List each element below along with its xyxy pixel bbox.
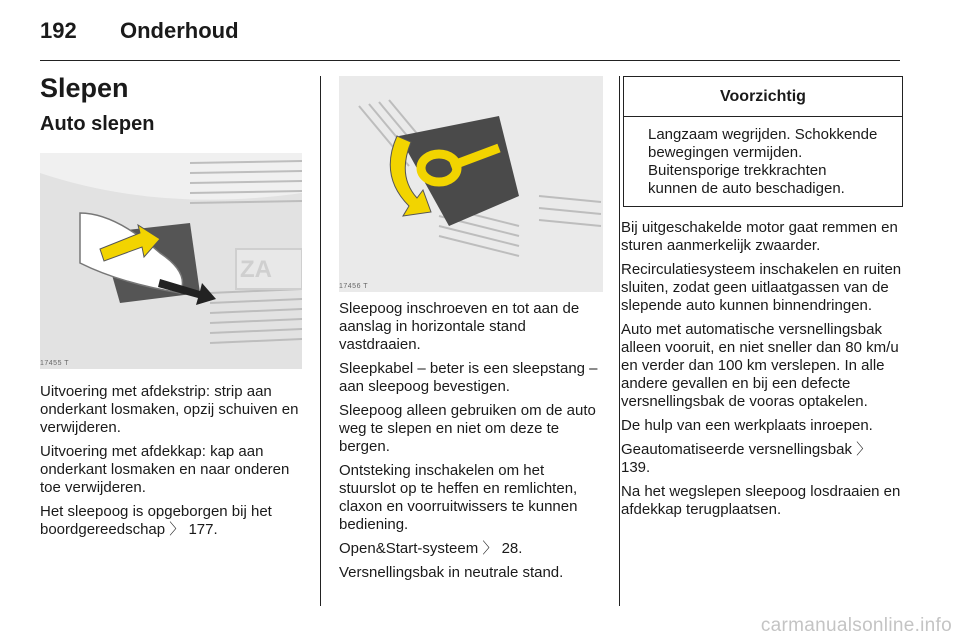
tow-eye-illustration <box>339 76 603 292</box>
cross-reference-arrow-icon: 〉 <box>169 520 185 538</box>
paragraph: Sleepkabel – beter is een sleepstang – aan sleepoog bevestigen. <box>339 360 598 395</box>
column-2 <box>339 72 603 588</box>
caution-title: Voorzichtig <box>624 77 902 117</box>
paragraph-text: Het sleepoog is opgeborgen bij het boordgereedschap <box>40 502 272 538</box>
paragraph-text: Geautomatiseerde versnellingsbak <box>621 441 852 458</box>
svg-text:ZA: ZA <box>240 255 272 283</box>
watermark: carmanualsonline.info <box>760 615 952 636</box>
paragraph: Versnellingsbak in neutrale stand. <box>339 564 564 581</box>
paragraph <box>621 441 903 477</box>
paragraph: Bij uitgeschakelde motor gaat remmen en sturen aanmerkelijk zwaarder. <box>621 219 898 254</box>
chapter-title: Onderhoud <box>120 18 239 43</box>
paragraph: De hulp van een werkplaats inroepen. <box>621 417 873 434</box>
caution-box <box>623 76 903 207</box>
column-divider-2 <box>619 76 620 606</box>
page-reference: 177. <box>188 520 218 538</box>
paragraph <box>339 540 603 558</box>
paragraph: Auto met automatische versnellingsbak alleen vooruit, en niet sneller dan 80 km/u en verder dan 100 km verslepen. In alle andere gevallen en bij een defecte versnellingsbak de vooras optakelen. <box>621 321 899 410</box>
figure-number: 17456 T <box>339 283 369 290</box>
paragraph-text: Open&Start-systeem <box>339 540 479 557</box>
page-reference: 28. <box>501 540 523 557</box>
paragraph <box>40 503 302 539</box>
paragraph: Na het wegslepen sleepoog losdraaien en afdekkap terugplaatsen. <box>621 483 901 518</box>
paragraph: Uitvoering met afdekkap: kap aan onderkant losmaken en naar onderen toe verwijderen. <box>40 442 290 496</box>
figure-cover-removal <box>40 153 302 369</box>
paragraph: Sleepoog alleen gebruiken om de auto weg te slepen en niet om deze te bergen. <box>339 402 596 455</box>
paragraph: Uitvoering met afdekstrip: strip aan onderkant losmaken, opzij schuiven en verwijderen. <box>40 382 299 436</box>
paragraph: Recirculatiesysteem inschakelen en ruiten sluiten, zodat geen uitlaatgassen van de slepende auto kunnen binnendringen. <box>621 261 902 314</box>
cross-reference-arrow-icon: 〉 <box>856 441 872 458</box>
figure-number: 17455 T <box>40 359 70 367</box>
column-3 <box>621 72 903 525</box>
bumper-cover-illustration <box>40 153 302 369</box>
paragraph: Sleepoog inschroeven en tot aan de aanslag in horizontale stand vastdraaien. <box>339 300 580 353</box>
page-reference: 139. <box>621 459 651 476</box>
header-divider <box>40 60 900 61</box>
page-number: 192 <box>40 18 77 43</box>
column-divider-1 <box>320 76 321 606</box>
section-title: Slepen <box>40 73 129 103</box>
figure-tow-eye-mounting <box>339 76 603 292</box>
paragraph: Ontsteking inschakelen om het stuurslot op te heffen en remlichten, claxon en voorruitwissers te kunnen bediening. <box>339 462 578 533</box>
cross-reference-arrow-icon: 〉 <box>482 540 498 557</box>
column-1 <box>40 72 302 545</box>
page-header <box>40 18 239 44</box>
caution-text: Langzaam wegrijden. Schokkende bewegingen vermijden. Buitensporige trekkrachten kunnen de auto beschadigen. <box>648 126 878 197</box>
subsection-title: Auto slepen <box>40 112 155 135</box>
